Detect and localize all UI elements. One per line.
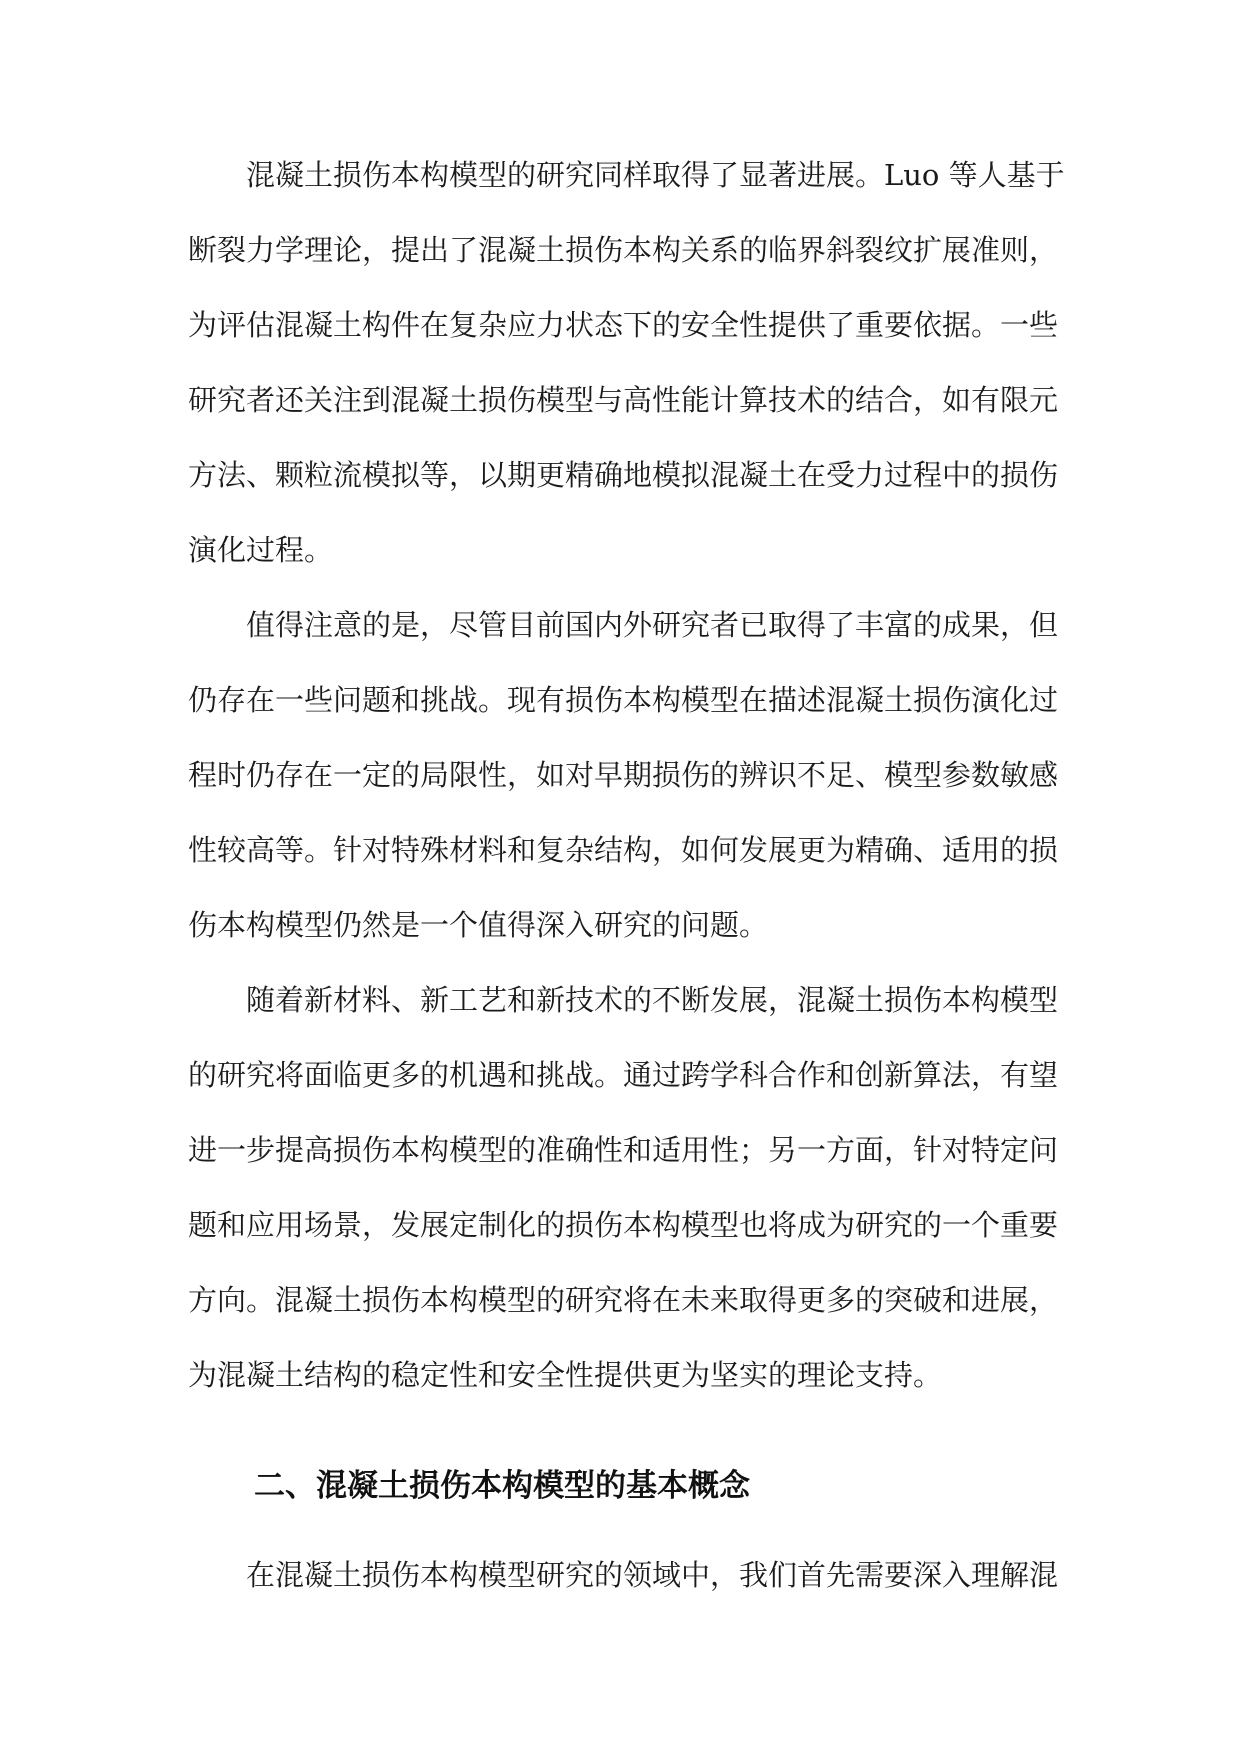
- paragraph-1-line-1: 混凝土损伤本构模型的研究同样取得了显著进展。Luo 等人基于: [246, 158, 1065, 192]
- paragraph-1-line-3: 为评估混凝土构件在复杂应力状态下的安全性提供了重要依据。一些: [188, 308, 1059, 342]
- paragraph-2-line-3: 程时仍存在一定的局限性，如对早期损伤的辨识不足、模型参数敏感: [188, 758, 1059, 792]
- paragraph-2-line-5: 伤本构模型仍然是一个值得深入研究的问题。: [188, 908, 769, 942]
- paragraph-2-line-1: 值得注意的是，尽管目前国内外研究者已取得了丰富的成果，但: [246, 608, 1059, 642]
- paragraph-1-line-2: 断裂力学理论，提出了混凝土损伤本构关系的临界斜裂纹扩展准则，: [188, 233, 1059, 267]
- paragraph-3-line-5: 方向。混凝土损伤本构模型的研究将在未来取得更多的突破和进展，: [188, 1283, 1059, 1317]
- paragraph-3-line-4: 题和应用场景，发展定制化的损伤本构模型也将成为研究的一个重要: [188, 1208, 1059, 1242]
- paragraph-2-line-2: 仍存在一些问题和挑战。现有损伤本构模型在描述混凝土损伤演化过: [188, 683, 1059, 717]
- paragraph-1-line-5: 方法、颗粒流模拟等，以期更精确地模拟混凝土在受力过程中的损伤: [188, 458, 1059, 492]
- paragraph-4-line-1: 在混凝土损伤本构模型研究的领域中，我们首先需要深入理解混: [246, 1558, 1059, 1592]
- section-heading: 二、混凝土损伤本构模型的基本概念: [254, 1468, 750, 1504]
- paragraph-3-line-3: 进一步提高损伤本构模型的准确性和适用性；另一方面，针对特定问: [188, 1133, 1059, 1167]
- paragraph-3-line-6: 为混凝土结构的稳定性和安全性提供更为坚实的理论支持。: [188, 1358, 943, 1392]
- paragraph-3-line-2: 的研究将面临更多的机遇和挑战。通过跨学科合作和创新算法，有望: [188, 1058, 1059, 1092]
- paragraph-1-line-6: 演化过程。: [188, 533, 334, 567]
- paragraph-1-line-4: 研究者还关注到混凝土损伤模型与高性能计算技术的结合，如有限元: [188, 383, 1059, 417]
- paragraph-2-line-4: 性较高等。针对特殊材料和复杂结构，如何发展更为精确、适用的损: [188, 833, 1059, 867]
- paragraph-3-line-1: 随着新材料、新工艺和新技术的不断发展，混凝土损伤本构模型: [246, 983, 1059, 1017]
